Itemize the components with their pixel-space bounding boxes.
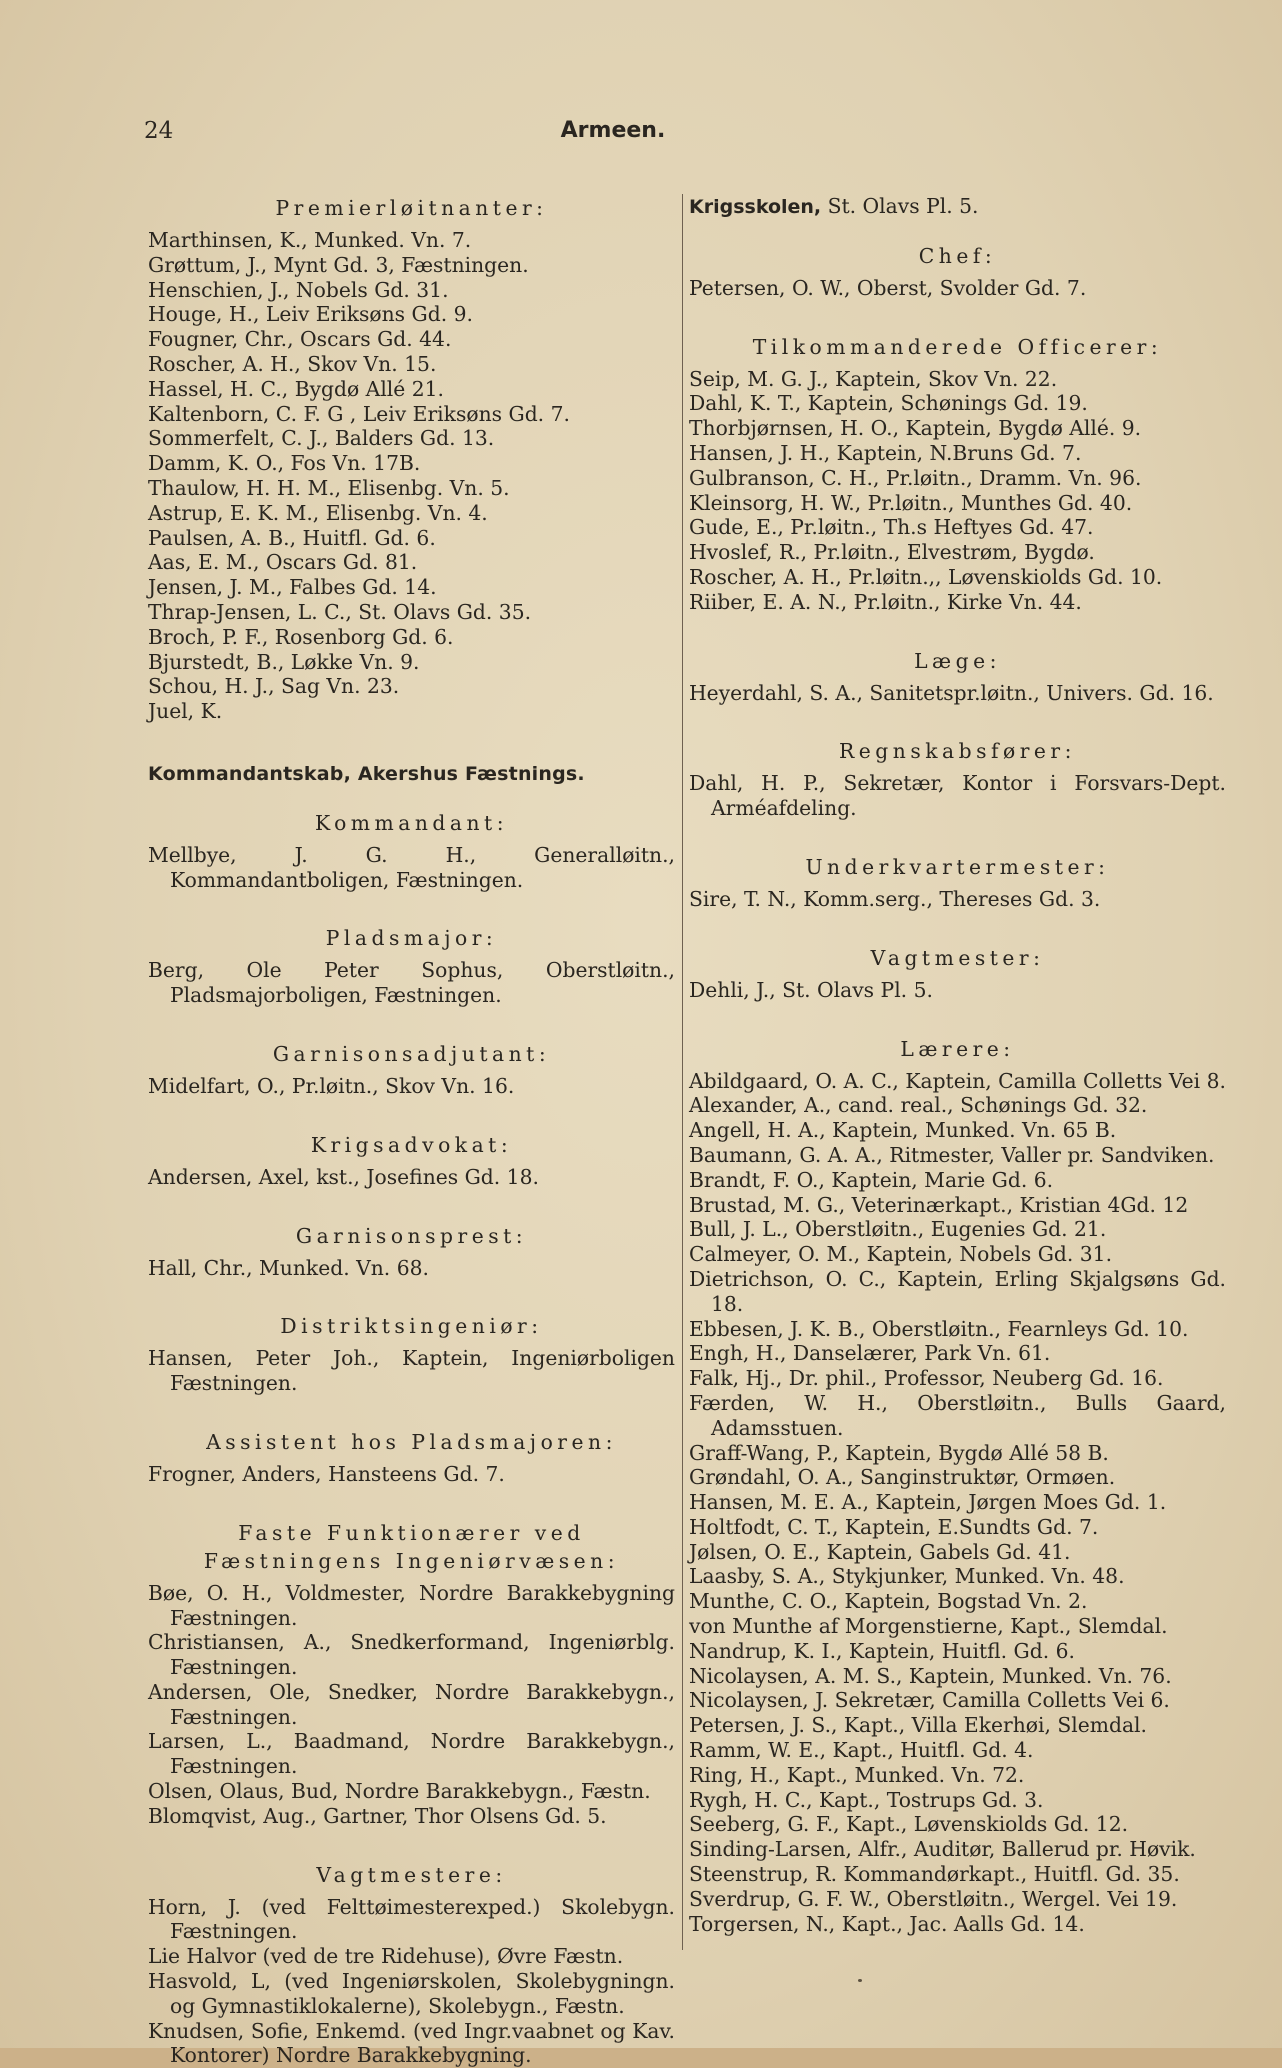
section-heading: Premierløitnanter: xyxy=(275,196,548,220)
list-item: Sverdrup, G. F. W., Oberstløitn., Wergel. Vei 19. xyxy=(689,1886,1178,1911)
list-item: Dehli, J., St. Olavs Pl. 5. xyxy=(689,977,933,1002)
list-item: Kleinsorg, H. W., Pr.løitn., Munthes Gd. 40. xyxy=(689,490,1133,515)
list-item: Broch, P. F., Rosenborg Gd. 6. xyxy=(148,624,454,649)
list-item: Holtfodt, C. T., Kaptein, E.Sundts Gd. 7. xyxy=(689,1514,1099,1539)
list-item: Thaulow, H. H. M., Elisenbg. Vn. 5. xyxy=(148,475,510,500)
list-item: Gulbranson, C. H., Pr.løitn., Dramm. Vn. 96. xyxy=(689,465,1142,490)
list-item: Hansen, M. E. A., Kaptein, Jørgen Moes Gd. 1. xyxy=(689,1490,1167,1515)
section-heading: Krigsadvokat: xyxy=(310,1132,513,1157)
section-heading: Vagtmester: xyxy=(870,945,1045,970)
list-item: Astrup, E. K. M., Elisenbg. Vn. 4. xyxy=(148,500,488,525)
list-item: Kaltenborn, C. F. G , Leiv Eriksøns Gd. 7. xyxy=(148,401,570,426)
list-item: Andersen, Ole, Snedker, Nordre Barakkebygn., Fæstningen. xyxy=(148,1679,675,1729)
section-heading: Garnisonsprest: xyxy=(295,1223,528,1248)
list-item: Lie Halvor (ved de tre Ridehuse), Øvre Fæstn. xyxy=(148,1944,624,1969)
section-heading: Lærere: xyxy=(900,1036,1015,1061)
kommandantskab-groups xyxy=(148,809,675,2068)
list-item: Damm, K. O., Fos Vn. 17B. xyxy=(148,451,421,476)
list-item: Dahl, K. T., Kaptein, Schønings Gd. 19. xyxy=(689,391,1088,416)
section-heading: Vagtmestere: xyxy=(316,1862,507,1887)
list-item: Calmeyer, O. M., Kaptein, Nobels Gd. 31. xyxy=(689,1242,1113,1267)
list-item: Nicolaysen, A. M. S., Kaptein, Munked. Vn. 76. xyxy=(689,1663,1172,1688)
list-item: Sire, T. N., Komm.serg., Thereses Gd. 3. xyxy=(689,886,1101,911)
list-item: Nicolaysen, J. Sekretær, Camilla Colletts Vei 6. xyxy=(689,1688,1170,1713)
section-heading: Distriktsingeniør: xyxy=(280,1314,543,1339)
list-item: Nandrup, K. I., Kaptein, Huitfl. Gd. 6. xyxy=(689,1638,1075,1663)
left-column xyxy=(148,194,675,2068)
running-head: Armeen. xyxy=(560,118,666,143)
list-item: Torgersen, N., Kapt., Jac. Aalls Gd. 14. xyxy=(689,1911,1085,1936)
list-item: Jensen, J. M., Falbes Gd. 14. xyxy=(148,575,437,600)
list-item: Ring, H., Kapt., Munked. Vn. 72. xyxy=(689,1762,1025,1787)
list-item: Færden, W. H., Oberstløitn., Bulls Gaard, Adamsstuen. xyxy=(689,1390,1226,1440)
list-item: Rygh, H. C., Kapt., Tostrups Gd. 3. xyxy=(689,1787,1044,1812)
list-item: Bøe, O. H., Voldmester, Nordre Barakkebygning Fæstningen. xyxy=(148,1580,675,1630)
list-item: Ramm, W. E., Kapt., Huitfl. Gd. 4. xyxy=(689,1738,1034,1763)
list-item: Bull, J. L., Oberstløitn., Eugenies Gd. 21. xyxy=(689,1217,1107,1242)
list-item: Blomqvist, Aug., Gartner, Thor Olsens Gd. 5. xyxy=(148,1803,607,1828)
list-item: Juel, K. xyxy=(148,699,223,724)
print-dot xyxy=(858,1979,862,1982)
list-item: Henschien, J., Nobels Gd. 31. xyxy=(148,277,449,302)
list-item: Alexander, A., cand. real., Schønings Gd. 32. xyxy=(689,1093,1148,1118)
list-item: Petersen, O. W., Oberst, Svolder Gd. 7. xyxy=(689,275,1087,300)
list-item: Hansen, J. H., Kaptein, N.Bruns Gd. 7. xyxy=(689,440,1082,465)
list-item: Jølsen, O. E., Kaptein, Gabels Gd. 41. xyxy=(689,1539,1071,1564)
krigsskolen-title: Krigsskolen, xyxy=(689,196,822,218)
list-item: Marthinsen, K., Munked. Vn. 7. xyxy=(148,228,472,252)
list-item: Seeberg, G. F., Kapt., Løvenskiolds Gd. 12. xyxy=(689,1812,1129,1837)
right-column xyxy=(689,194,1226,1936)
list-item: Engh, H., Danselærer, Park Vn. 61. xyxy=(689,1341,1051,1366)
krigsskolen-line xyxy=(689,194,1226,220)
list-item: Hansen, Peter Joh., Kaptein, Ingeniørboligen Fæstningen. xyxy=(148,1346,675,1396)
list-item: Midelfart, O., Pr.løitn., Skov Vn. 16. xyxy=(148,1073,515,1098)
list-item: Berg, Ole Peter Sophus, Oberstløitn., Pladsmajorboligen, Fæstningen. xyxy=(148,958,675,1008)
list-item: Heyerdahl, S. A., Sanitetspr.løitn., Univers. Gd. 16. xyxy=(689,680,1214,705)
section-heading: Garnisonsadjutant: xyxy=(272,1041,551,1066)
list-item: Thorbjørnsen, H. O., Kaptein, Bygdø Allé. 9. xyxy=(689,416,1142,441)
list-item: Bjurstedt, B., Løkke Vn. 9. xyxy=(148,649,420,674)
list-item: Dahl, H. P., Sekretær, Kontor i Forsvars-Dept. Arméafdeling. xyxy=(689,771,1226,821)
list-item: Horn, J. (ved Felttøimesterexped.) Skolebygn. Fæstningen. xyxy=(148,1894,675,1944)
list-item: Grøndahl, O. A., Sanginstruktør, Ormøen. xyxy=(689,1465,1116,1490)
list-item: Petersen, J. S., Kapt., Villa Ekerhøi, Slemdal. xyxy=(689,1713,1147,1738)
list-item: Hvoslef, R., Pr.løitn., Elvestrøm, Bygdø. xyxy=(689,540,1095,565)
list-item: Knudsen, Sofie, Enkemd. (ved Ingr.vaabnet og Kav. Kontorer) Nordre Barakkebygning. xyxy=(148,2018,675,2068)
list-item: Ebbesen, J. K. B., Oberstløitn., Fearnleys Gd. 10. xyxy=(689,1316,1189,1341)
list-item: Grøttum, J., Mynt Gd. 3, Fæstningen. xyxy=(148,252,529,277)
list-item: Riiber, E. A. N., Pr.løitn., Kirke Vn. 44. xyxy=(689,589,1082,614)
section-heading: Læge: xyxy=(914,648,1001,673)
premierloitnanter-list xyxy=(148,228,675,724)
list-item: Munthe, C. O., Kaptein, Bogstad Vn. 2. xyxy=(689,1589,1088,1614)
list-item: von Munthe af Morgenstierne, Kapt., Slemdal. xyxy=(689,1614,1168,1639)
list-item: Brustad, M. G., Veterinærkapt., Kristian 4Gd. 12 xyxy=(689,1192,1189,1217)
section-heading: Pladsmajor: xyxy=(325,926,498,951)
list-item: Roscher, A. H., Skov Vn. 15. xyxy=(148,351,437,376)
list-item: Angell, H. A., Kaptein, Munked. Vn. 65 B. xyxy=(689,1118,1117,1143)
section-heading: Chef: xyxy=(918,243,997,268)
list-item: Graff-Wang, P., Kaptein, Bygdø Allé 58 B. xyxy=(689,1440,1109,1465)
list-item: Steenstrup, R. Kommandørkapt., Huitfl. Gd. 35. xyxy=(689,1862,1180,1887)
list-item: Christiansen, A., Snedkerformand, Ingeniørblg. Fæstningen. xyxy=(148,1630,675,1680)
list-item: Hassel, H. C., Bygdø Allé 21. xyxy=(148,376,444,401)
list-item: Falk, Hj., Dr. phil., Professor, Neuberg Gd. 16. xyxy=(689,1366,1164,1391)
list-item: Thrap-Jensen, L. C., St. Olavs Gd. 35. xyxy=(148,599,532,624)
section-heading: Regnskabsfører: xyxy=(839,739,1076,764)
list-item: Abildgaard, O. A. C., Kaptein, Camilla Colletts Vei 8. xyxy=(689,1068,1226,1093)
list-item: Seip, M. G. J., Kaptein, Skov Vn. 22. xyxy=(689,366,1058,391)
list-item: Sommerfelt, C. J., Balders Gd. 13. xyxy=(148,426,495,451)
list-item: Andersen, Axel, kst., Josefines Gd. 18. xyxy=(148,1164,539,1189)
list-item: Paulsen, A. B., Huitfl. Gd. 6. xyxy=(148,525,436,550)
section-heading: Assistent hos Pladsmajoren: xyxy=(206,1429,617,1454)
list-item: Larsen, L., Baadmand, Nordre Barakkebygn., Fæstningen. xyxy=(148,1729,675,1779)
list-item: Schou, H. J., Sag Vn. 23. xyxy=(148,674,400,699)
list-item: Roscher, A. H., Pr.løitn.,, Løvenskiolds Gd. 10. xyxy=(689,564,1163,589)
list-item: Baumann, G. A. A., Ritmester, Valler pr. Sandviken. xyxy=(689,1142,1215,1167)
section-heading: Kommandant: xyxy=(314,810,509,835)
krigsskolen-groups xyxy=(689,242,1226,1937)
section-heading: Faste Funktionærer ved Fæstningens Ingeniørvæsen: xyxy=(203,1520,620,1573)
list-item: Brandt, F. O., Kaptein, Marie Gd. 6. xyxy=(689,1167,1054,1192)
list-item: Mellbye, J. G. H., Generalløitn., Kommandantboligen, Fæstningen. xyxy=(148,842,675,892)
list-item: Hall, Chr., Munked. Vn. 68. xyxy=(148,1255,429,1280)
column-rule xyxy=(682,194,683,1950)
list-item: Frogner, Anders, Hansteens Gd. 7. xyxy=(148,1461,505,1486)
list-item: Gude, E., Pr.løitn., Th.s Heftyes Gd. 47. xyxy=(689,515,1094,540)
krigsskolen-address: St. Olavs Pl. 5. xyxy=(827,194,979,218)
list-item: Laasby, S. A., Stykjunker, Munked. Vn. 48. xyxy=(689,1564,1125,1589)
page-number: 24 xyxy=(144,118,174,144)
kommandantskab-title: Kommandantskab, Akershus Fæstnings. xyxy=(148,762,585,785)
list-item: Houge, H., Leiv Eriksøns Gd. 9. xyxy=(148,302,473,327)
list-item: Aas, E. M., Oscars Gd. 81. xyxy=(148,550,418,575)
section-heading: Underkvartermester: xyxy=(805,854,1110,879)
list-item: Olsen, Olaus, Bud, Nordre Barakkebygn., Fæstn. xyxy=(148,1779,651,1804)
section-heading: Tilkommanderede Officerer: xyxy=(752,334,1163,359)
list-item: Hasvold, L, (ved Ingeniørskolen, Skolebygningn. og Gymnastiklokalerne), Skolebygn., Fæstn. xyxy=(148,1969,675,2018)
list-item: Fougner, Chr., Oscars Gd. 44. xyxy=(148,327,452,352)
page-header xyxy=(144,118,1082,158)
list-item: Dietrichson, O. C., Kaptein, Erling Skjalgsøns Gd. 18. xyxy=(689,1266,1226,1316)
list-item: Sinding-Larsen, Alfr., Auditør, Ballerud pr. Høvik. xyxy=(689,1837,1196,1862)
